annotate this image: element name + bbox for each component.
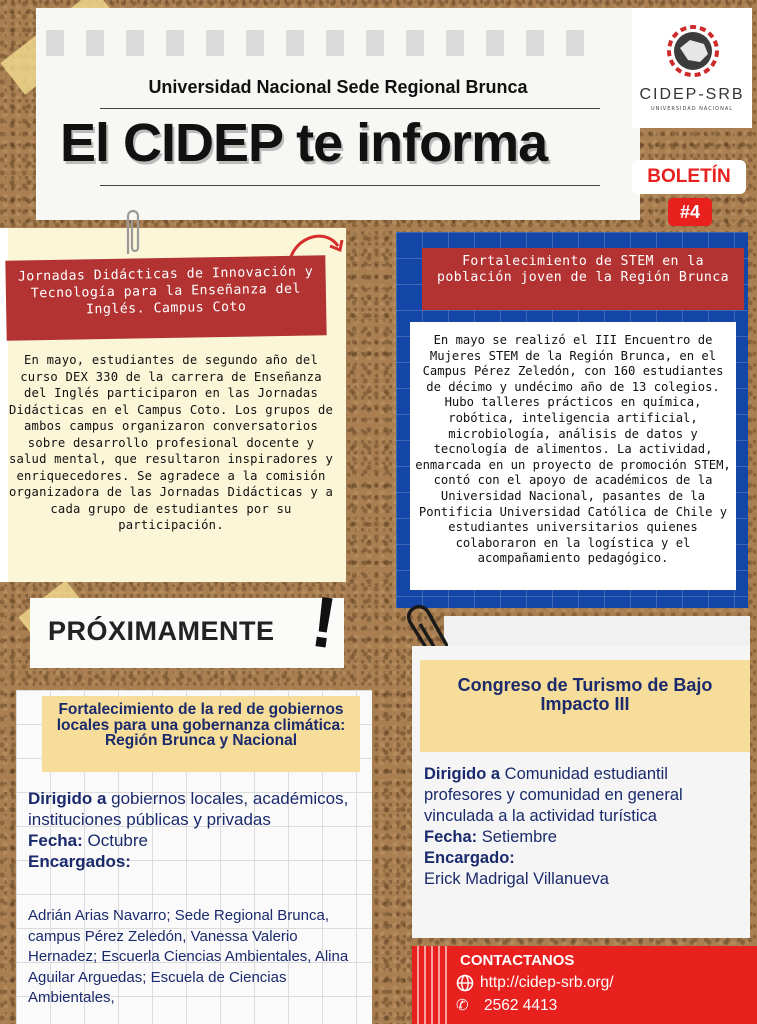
event-left-title: Fortalecimiento de la red de gobiernos locales para una gobernanza climática: Región Brunca y Nacional (56, 701, 346, 749)
exclamation-mark: ! (306, 581, 342, 665)
article-left-body: En mayo, estudiantes de segundo año del curso DEX 330 de la carrera de Enseñanza del Inglés participaron en las Jornadas Didácticas en el Campus Coto. Los grupos de ambos campus organizaron conversatorios sobre desarrollo profesional docente y salud mental, que resultaron inspiradores y enriquecedores. Se agradece a la comisión organizadora de las Jornadas Didácticas y a cada grupo de estudiantes por su participación. (8, 353, 334, 532)
header-dashes (46, 30, 606, 56)
article-left-title: Jornadas Didácticas de Innovación y Tecnología para la Enseñanza del Inglés. Campus Coto (17, 264, 314, 318)
event-left-directed-label: Dirigido a (28, 789, 107, 808)
title-rule-bottom (100, 185, 600, 186)
phone-number: 2562 4413 (484, 997, 558, 1014)
logo-text: CIDEP-SRB (639, 86, 745, 103)
event-right-date-value: Setiembre (477, 828, 557, 846)
page-title: El CIDEP te informa (60, 113, 548, 173)
event-right-title: Congreso de Turismo de Bajo Impacto III (457, 675, 713, 714)
event-right-directed-label: Dirigido a (424, 765, 501, 783)
event-left-directed-value: gobiernos locales, académicos, instituciones públicas y privadas (28, 789, 349, 829)
logo-subtext: UNIVERSIDAD NACIONAL (650, 106, 734, 112)
contact-heading: CONTACTANOS (460, 952, 575, 969)
contact-stripes (412, 946, 452, 1024)
website-link[interactable]: http://cidep-srb.org/ (480, 974, 614, 991)
torn-paper-strip (444, 616, 750, 648)
article-left-title-ribbon (5, 255, 326, 341)
phone-icon: ✆ (456, 996, 469, 1014)
paperclip-icon (122, 206, 144, 258)
cidep-logo-icon (660, 18, 726, 84)
bulletin-label: BOLETÍN (632, 160, 746, 194)
article-right-title-ribbon (422, 248, 744, 310)
event-right-date-label: Fecha: (424, 828, 478, 846)
event-left-managers-value: Adrián Arias Navarro; Sede Regional Brunca, campus Pérez Zeledón, Vanessa Valerio Hernadez; Escuerla Ciencias Ambientales, Alina Aguilar Arguedas; Escuela de Ciencias Ambientales, (28, 907, 349, 1006)
article-right-body: En mayo se realizó el III Encuentro de Mujeres STEM de la Región Brunca, en el Campus Pérez Zeledón, con 160 estudiantes de décimo y undécimo año de 13 colegios. Hubo talleres prácticos en química, robótica, inteligencia artificial, microbiología, análisis de datos y tecnología de alimentos. La actividad, enmarcada en un proyecto de promoción STEM, contó con el apoyo de académicos de la Universidad Nacional, pasantes de la Pontificia Universidad Católica de Chile y estudiantes universitarios quienes colaboraron en la logística y el acompañamiento pedagógico. (415, 333, 731, 566)
university-name: Universidad Nacional Sede Regional Brunca (148, 77, 528, 97)
bulletin-number: #4 (668, 198, 712, 226)
globe-icon (456, 974, 474, 992)
upcoming-heading: PRÓXIMAMENTE (48, 616, 275, 646)
event-left-date-value: Octubre (82, 831, 148, 850)
event-left-details (28, 788, 368, 872)
event-right-title-box (420, 660, 750, 752)
event-left-title-box (42, 696, 360, 772)
event-left-date-label: Fecha: (28, 831, 83, 850)
title-rule-top (100, 108, 600, 109)
event-right-directed-value: Comunidad estudiantil profesores y comunidad en general vinculada a la actividad turística (424, 765, 683, 825)
event-left-managers-label: Encargados: (28, 852, 131, 871)
event-right-manager-value: Erick Madrigal Villanueva (424, 870, 609, 888)
event-right-details (424, 764, 734, 890)
article-right-title: Fortalecimiento de STEM en la población joven de la Región Brunca (437, 254, 729, 285)
event-right-manager-label: Encargado: (424, 849, 515, 867)
